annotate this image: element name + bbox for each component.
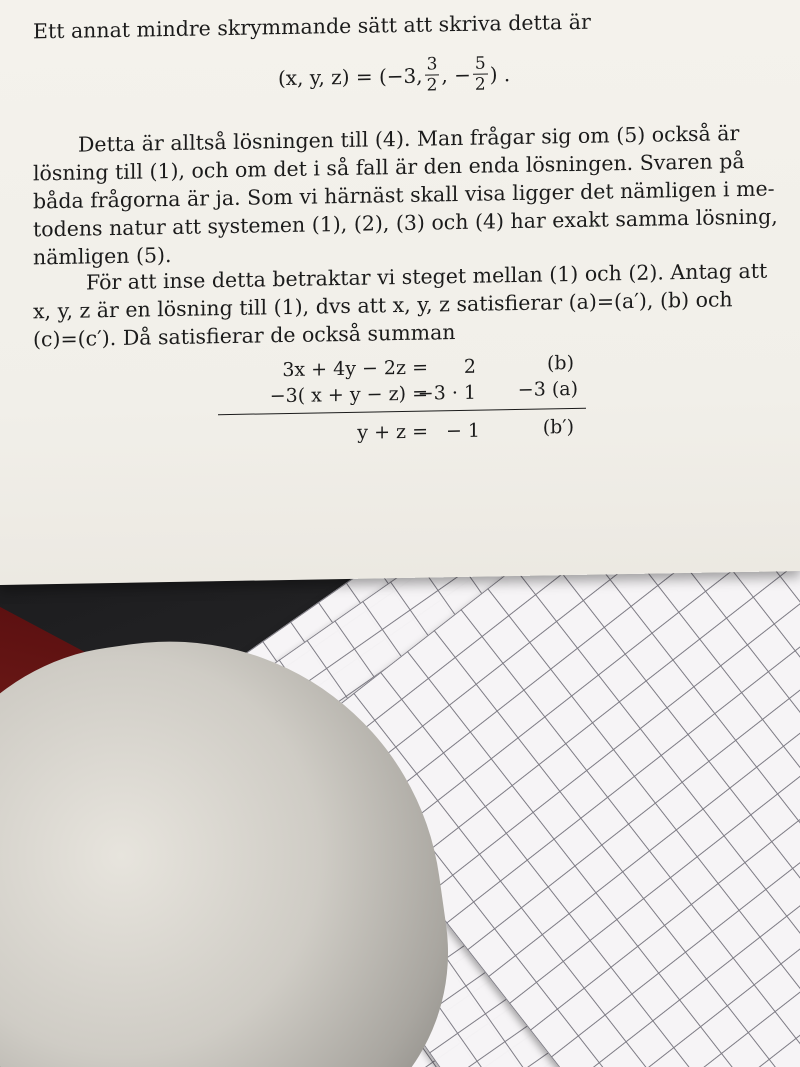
text-line: (c)=(c′). Då satisfierar de också summan (33, 320, 456, 352)
fraction-numerator: 5 (474, 53, 486, 74)
equation-sum-table (218, 350, 588, 446)
sum-row-tag: −3 (a) (517, 377, 578, 401)
text-line: lösning till (1), och om det i så fall är den enda lösningen. Svaren på (33, 149, 745, 186)
fraction-numerator: 3 (426, 54, 438, 75)
display-equation (278, 53, 510, 98)
equation-middle: , − (441, 62, 471, 87)
text-line: båda frågorna är ja. Som vi härnäst skall visa ligger det nämligen i me- (33, 176, 775, 214)
fraction (473, 53, 488, 94)
fraction-denominator: 2 (426, 75, 438, 96)
sum-rule-line (218, 408, 586, 416)
text-line: Ett annat mindre skrymmande sätt att skriva detta är (33, 9, 591, 44)
sum-row-rhs: − 1 (445, 419, 480, 443)
text-line: todens natur att systemen (1), (2), (3) och (4) har exakt samma lösning, (33, 204, 778, 242)
sum-row-lhs: y + z = (357, 420, 428, 444)
fraction (425, 54, 440, 95)
equation-end: ) . (489, 61, 511, 86)
sum-row-rhs: −3 · 1 (417, 381, 476, 405)
sum-row-tag: (b′) (542, 415, 574, 439)
fraction-denominator: 2 (474, 74, 486, 95)
text-line: nämligen (5). (33, 243, 172, 270)
sum-row-tag: (b) (547, 351, 574, 375)
sum-row-rhs: 2 (463, 355, 476, 378)
sum-row-lhs: −3( x + y − z) = (269, 382, 428, 408)
sum-row-lhs: 3x + 4y − 2z = (282, 356, 428, 382)
text-line: För att inse detta betraktar vi steget mellan (1) och (2). Antag att (86, 258, 768, 295)
equation-lhs: (x, y, z) = (−3, (278, 63, 423, 90)
text-line: Detta är alltså lösningen till (4). Man frågar sig om (5) också är (78, 121, 740, 157)
text-line: x, y, z är en lösning till (1), dvs att x, y, z satisfierar (a)=(a′), (b) och (33, 287, 733, 324)
